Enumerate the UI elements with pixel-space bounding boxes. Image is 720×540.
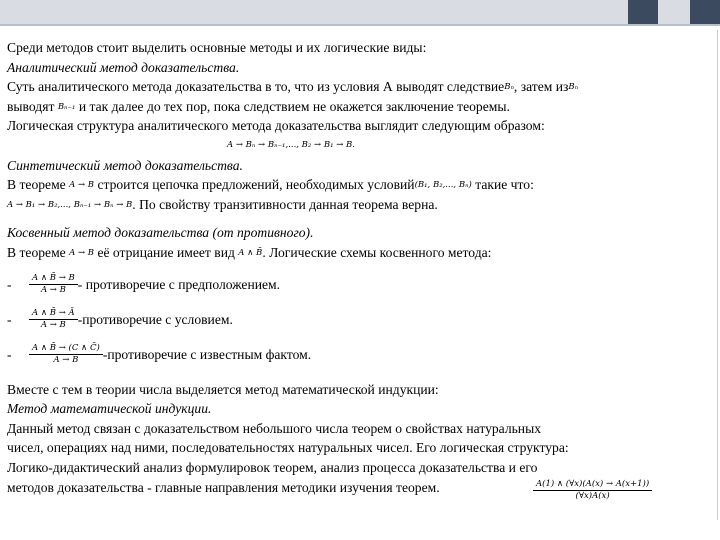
top-bar-accent-block [628, 0, 658, 24]
slide-top-bar [0, 0, 720, 24]
induction-desc-line [7, 419, 707, 439]
schema-fraction [29, 343, 103, 366]
text-segment: выводят [7, 98, 55, 114]
top-bar-underline [0, 24, 720, 26]
intro-line [7, 38, 707, 58]
intro-text: Среди методов стоит выделить основные методы и их логические виды: [7, 40, 427, 55]
synthetic-heading-text: Синтетический метод доказательства. [7, 157, 243, 173]
schema-fraction [29, 308, 78, 331]
indirect-heading [7, 223, 707, 243]
text-segment: Вместе с тем в теории числа выделяется метод математической индукции: [7, 381, 439, 397]
fraction-denominator: A → B [29, 354, 103, 366]
formula-bn: Bₙ [568, 82, 579, 93]
list-dash: - [7, 311, 12, 327]
induction-intro-line [7, 380, 707, 400]
fraction-denominator: A → B [29, 284, 78, 296]
synthetic-desc-line [7, 175, 707, 195]
text-segment: Суть аналитического метода доказательства в то, что из условия А выводят следствие [7, 79, 505, 95]
text-segment: , затем из [513, 79, 569, 95]
synthetic-heading [7, 156, 707, 176]
text-segment: В теореме [7, 177, 66, 193]
schema-caption: - противоречие с предположением. [77, 276, 281, 292]
formula-negation: A ∧ B̄ [238, 247, 263, 258]
list-dash: - [7, 276, 12, 292]
analytic-structure-line [7, 116, 707, 136]
indirect-schema-2 [7, 307, 707, 333]
text-segment: Данный метод связан с доказательством небольшого числа теорем о свойствах натуральных [7, 420, 542, 436]
text-segment: такие что: [475, 177, 534, 193]
formula-bn: Bₙ [504, 82, 514, 93]
list-dash: - [7, 346, 12, 362]
fraction-denominator: A → B [29, 319, 78, 331]
text-segment: . По свойству транзитивности данная теорема верна. [132, 196, 438, 212]
induction-heading-text: Метод математической индукции. [7, 401, 212, 417]
analytic-heading-text: Аналитический метод доказательства. [7, 59, 240, 75]
fraction-denominator: (∀x)A(x) [533, 490, 652, 502]
text-segment: её отрицание имеет вид [97, 244, 235, 260]
text-segment: Логико-дидактический анализ формулировок теорем, анализ процесса доказательства и его [7, 459, 538, 475]
right-edge-rule [717, 30, 718, 520]
induction-formula [533, 479, 652, 502]
text-segment: методов доказательства - главные направления методики изучения теорем. [7, 479, 440, 495]
induction-heading [7, 399, 707, 419]
text-segment: и так далее до тех пор, пока следствием не окажется заключение теоремы. [78, 98, 510, 114]
schema-fraction [29, 273, 78, 296]
top-bar-accent-block [690, 0, 720, 24]
conclusion-line [7, 458, 707, 478]
conclusion-line [7, 478, 707, 501]
text-segment: В теореме [7, 244, 66, 260]
analytic-formula: A → Bₙ → Bₙ₋₁,..., B₂ → B₁ → B. [227, 139, 355, 150]
schema-caption: -противоречие с известным фактом. [102, 346, 312, 362]
text-segment: строится цепочка предложений, необходимых условий [97, 177, 415, 193]
indirect-schema-3 [7, 342, 707, 368]
induction-desc-line [7, 438, 707, 458]
slide-body [7, 38, 707, 501]
synthetic-formula: A → B₁ → B₂,..., Bₙ₋₁ → Bₙ → B [7, 199, 133, 210]
text-segment: Логическая структура аналитического метода доказательства выглядит следующим образом: [7, 118, 545, 134]
analytic-formula-line [7, 136, 707, 156]
analytic-essence-line-2 [7, 97, 707, 117]
text-segment: . Логические схемы косвенного метода: [262, 244, 492, 260]
formula-conditions: (B₁, B₂,..., Bₙ) [414, 180, 472, 191]
fraction-numerator: A ∧ B̄ → Ā [32, 308, 75, 319]
indirect-schema-1 [7, 272, 707, 298]
formula-bn-minus-1: Bₙ₋₁ [57, 101, 76, 112]
indirect-desc-line [7, 243, 707, 263]
formula-a-to-b: A → B [69, 247, 95, 258]
fraction-numerator: A(1) ∧ (∀x)(A(x) → A(x+1)) [536, 478, 650, 489]
synthetic-formula-line [7, 195, 707, 215]
fraction-numerator: A ∧ B̄ → (C ∧ C̄) [32, 343, 100, 354]
text-segment: чисел, операциях над ними, последовательностях натуральных чисел. Его логическая структура: [7, 440, 569, 456]
analytic-essence-line [7, 77, 707, 97]
indirect-heading-text: Косвенный метод доказательства (от противного). [7, 225, 314, 241]
schema-caption: -противоречие с условием. [77, 311, 233, 327]
fraction-numerator: A ∧ B̄ → B [32, 273, 75, 284]
analytic-heading [7, 58, 707, 78]
formula-a-to-b: A → B [69, 180, 95, 191]
